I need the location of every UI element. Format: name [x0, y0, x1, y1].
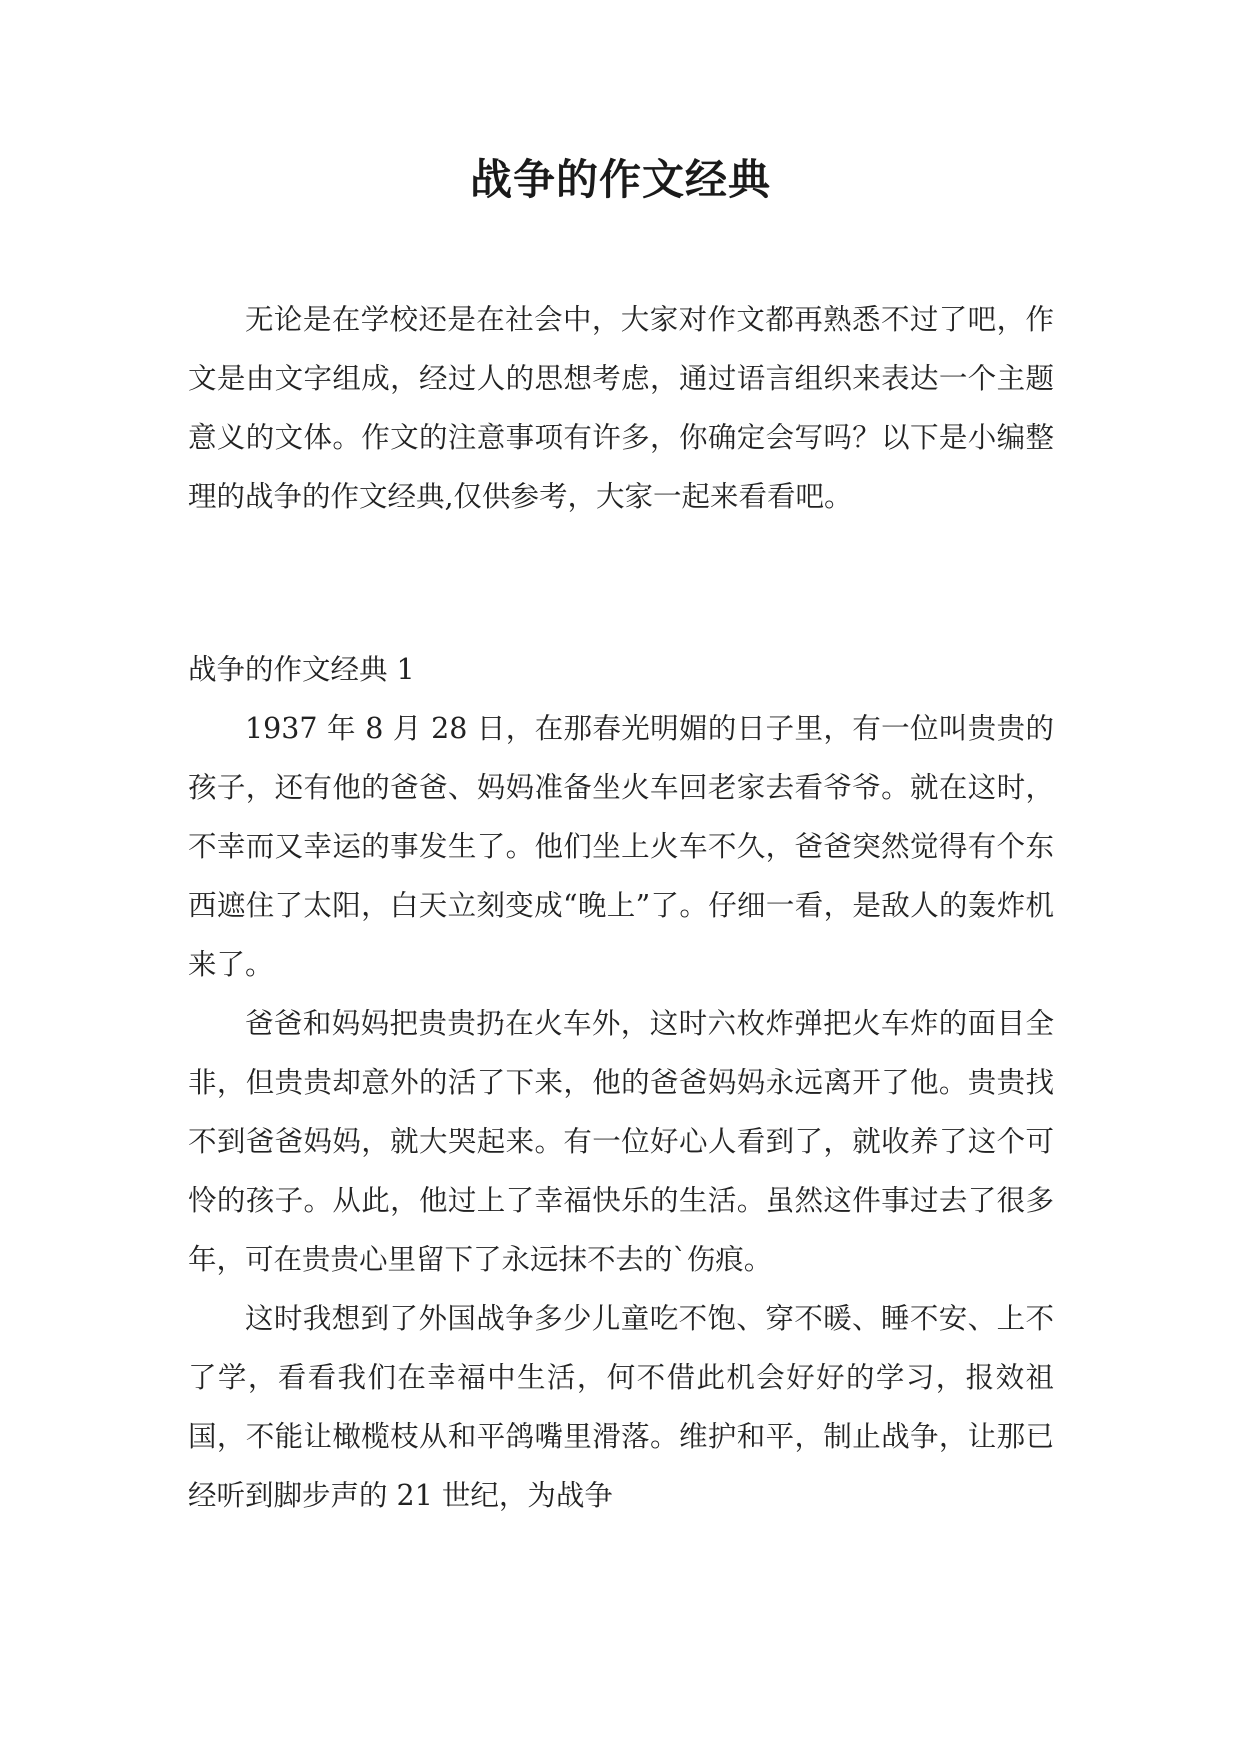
essay-paragraph: 爸爸和妈妈把贵贵扔在火车外，这时六枚炸弹把火车炸的面目全非，但贵贵却意外的活了下来，他的爸爸妈妈永远离开了他。贵贵找不到爸爸妈妈，就大哭起来。有一位好心人看到了，就收养了这个可怜的孩子。从此，他过上了幸福快乐的生活。虽然这件事过去了很多年，可在贵贵心里留下了永远抹不去的`伤痕。	[188, 1007, 1054, 1276]
intro-block	[188, 290, 1054, 526]
intro-paragraph: 无论是在学校还是在社会中，大家对作文都再熟悉不过了吧，作文是由文字组成，经过人的思想考虑，通过语言组织来表达一个主题意义的文体。作文的注意事项有许多，你确定会写吗？以下是小编整理的战争的作文经典,仅供参考，大家一起来看看吧。	[188, 303, 1054, 513]
essay-section	[188, 640, 1054, 1525]
document-title: 战争的作文经典	[469, 155, 771, 204]
essay-paragraph: 这时我想到了外国战争多少儿童吃不饱、穿不暖、睡不安、上不了学，看看我们在幸福中生活，何不借此机会好好的学习，报效祖国，不能让橄榄枝从和平鸽嘴里滑落。维护和平，制止战争，让那已经听到脚步声的 21 世纪，为战争	[188, 1302, 1054, 1512]
essay-paragraph: 1937 年 8 月 28 日，在那春光明媚的日子里，有一位叫贵贵的孩子，还有他的爸爸、妈妈准备坐火车回老家去看爷爷。就在这时，不幸而又幸运的事发生了。他们坐上火车不久，爸爸突然觉得有个东西遮住了太阳，白天立刻变成“晚上”了。仔细一看，是敌人的轰炸机来了。	[188, 712, 1054, 981]
section-heading: 战争的作文经典 1	[188, 653, 415, 686]
